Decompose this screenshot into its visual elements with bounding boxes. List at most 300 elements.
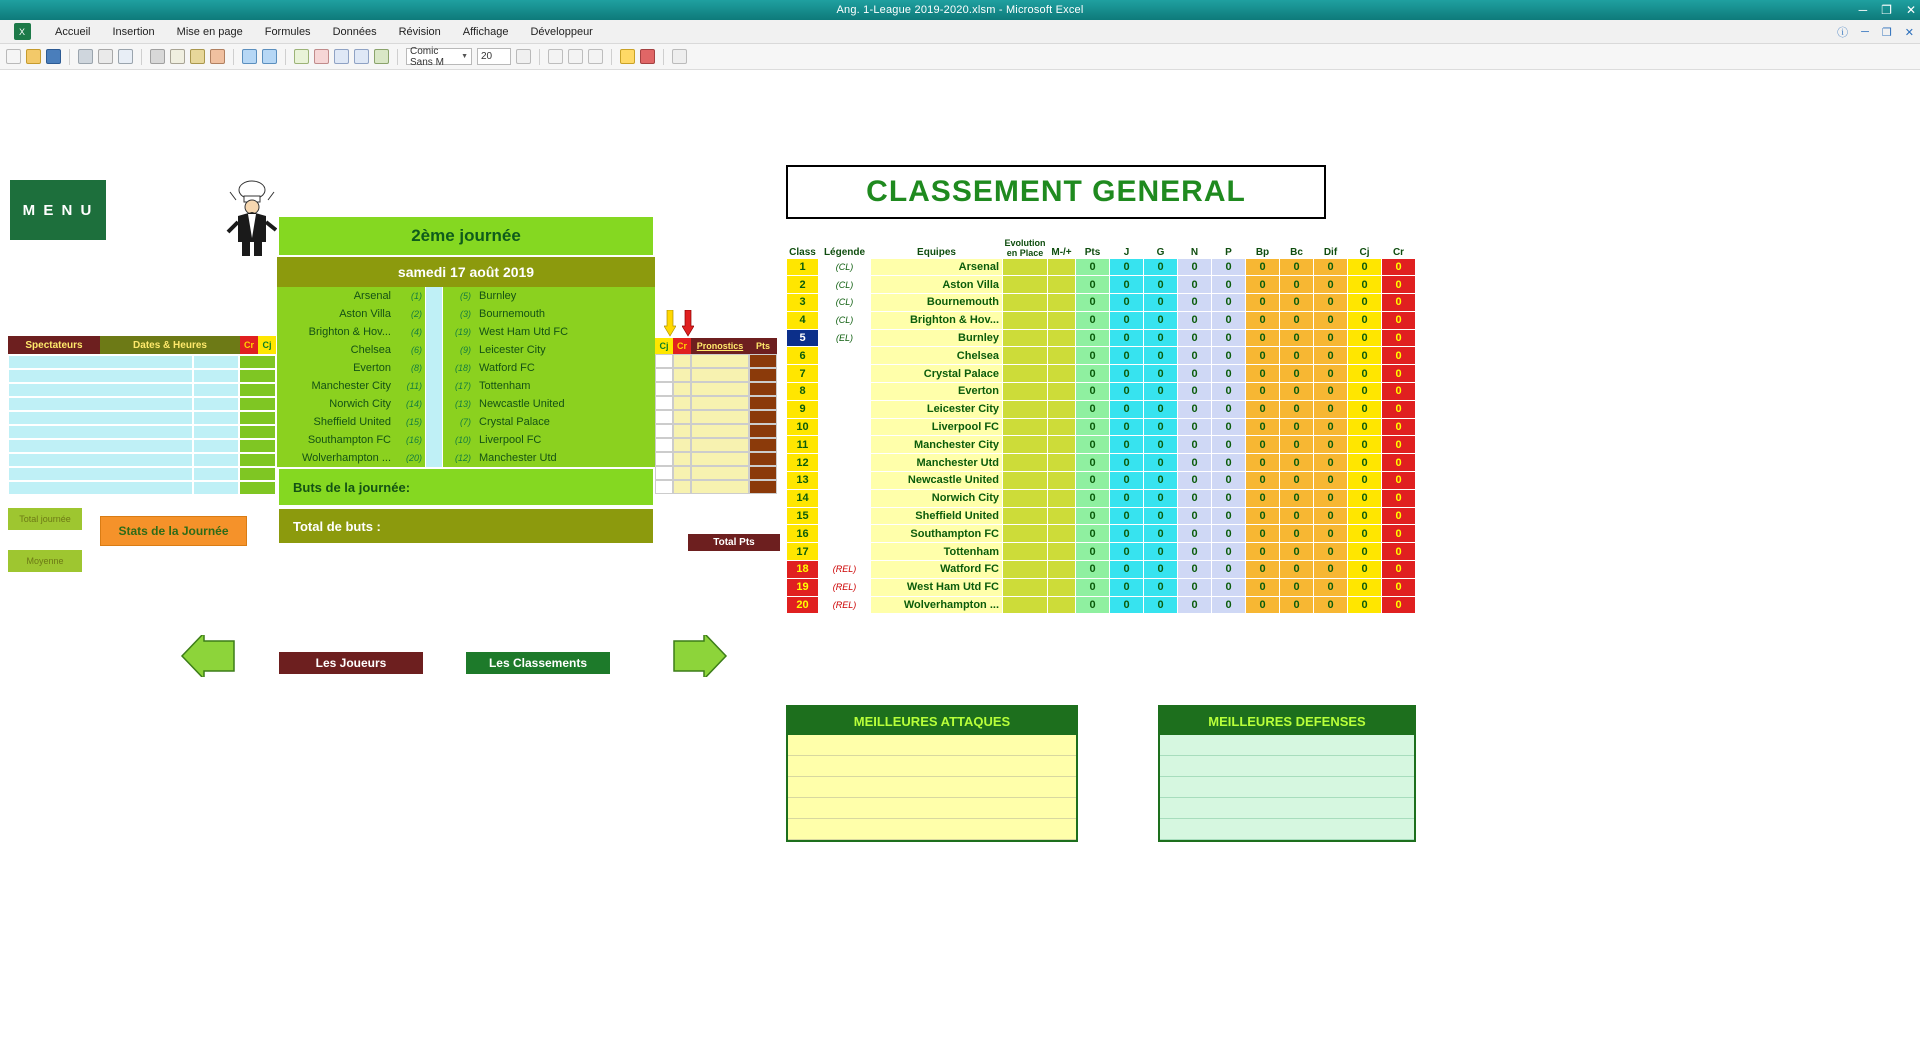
cell-equipe[interactable]: Aston Villa (871, 276, 1003, 294)
journee-title: 2ème journée (277, 215, 655, 257)
cell-bp: 0 (1246, 472, 1280, 490)
cell-mp (1048, 276, 1076, 294)
pronostic-row[interactable] (655, 396, 783, 410)
cell-bc: 0 (1280, 436, 1314, 454)
cell-evolution (1003, 311, 1048, 329)
prono-cj-cell[interactable] (655, 466, 673, 480)
left-panel-row[interactable] (8, 467, 276, 481)
font-name-combobox[interactable] (406, 45, 472, 68)
cell-dif: 0 (1314, 561, 1348, 579)
prono-value-cell[interactable] (691, 452, 749, 466)
match-score-cell[interactable] (425, 287, 443, 305)
match-row[interactable] (277, 287, 655, 305)
dates-cell[interactable] (193, 369, 239, 383)
table-row[interactable] (787, 454, 1416, 472)
cell-mp (1048, 400, 1076, 418)
spectateurs-cell[interactable] (8, 383, 193, 397)
cell-evolution (1003, 543, 1048, 561)
print-preview-icon[interactable] (98, 49, 113, 64)
cell-legende (819, 436, 871, 454)
match-away-team: Burnley (479, 290, 517, 302)
prono-cr-cell[interactable] (673, 410, 691, 424)
sort-desc-icon[interactable] (354, 49, 369, 64)
cell-mp (1048, 329, 1076, 347)
match-list (277, 287, 655, 467)
col-bp: Bp (1246, 230, 1280, 258)
prono-pts-cell[interactable] (749, 480, 777, 494)
cell-legende: (CL) (819, 276, 871, 294)
cell-cj: 0 (1348, 472, 1382, 490)
cell-class: 9 (787, 400, 819, 418)
spectateurs-cell[interactable] (8, 467, 193, 481)
table-row[interactable] (787, 561, 1416, 579)
cell-dif: 0 (1314, 596, 1348, 614)
cell-equipe[interactable]: Southampton FC (871, 525, 1003, 543)
match-away-rank: (18) (454, 363, 471, 373)
prono-value-cell[interactable] (691, 480, 749, 494)
font-size-combobox[interactable] (477, 48, 511, 65)
cell-bc: 0 (1280, 507, 1314, 525)
table-row[interactable] (787, 418, 1416, 436)
table-row[interactable] (787, 347, 1416, 365)
close-icon[interactable]: ✕ (1905, 3, 1916, 17)
minimize-icon[interactable]: ─ (1858, 3, 1868, 17)
tab-formules[interactable]: Formules (264, 25, 311, 38)
cell-g: 0 (1144, 258, 1178, 276)
pronostic-row[interactable] (655, 354, 783, 368)
prono-cr-cell[interactable] (673, 382, 691, 396)
table-row[interactable] (787, 596, 1416, 614)
cell-n: 0 (1178, 311, 1212, 329)
dates-cell[interactable] (193, 355, 239, 369)
copy-icon[interactable] (170, 49, 185, 64)
match-home-team: Chelsea (350, 344, 391, 356)
cell-cr: 0 (1382, 294, 1416, 312)
cell-legende (819, 472, 871, 490)
cell-equipe[interactable]: Leicester City (871, 400, 1003, 418)
cell-g: 0 (1144, 454, 1178, 472)
cell-evolution (1003, 418, 1048, 436)
table-row[interactable] (787, 578, 1416, 596)
prono-pts-cell[interactable] (749, 466, 777, 480)
ribbon-restore-icon[interactable]: ❐ (1881, 26, 1892, 39)
new-file-icon[interactable] (6, 49, 21, 64)
match-row[interactable] (277, 449, 655, 467)
redo-icon[interactable] (262, 49, 277, 64)
match-away-team: Tottenham (479, 380, 531, 392)
prono-cj-cell[interactable] (655, 368, 673, 382)
match-home-team: Brighton & Hov... (308, 326, 391, 338)
cell-evolution (1003, 507, 1048, 525)
col-mp: M-/+ (1048, 230, 1076, 258)
prono-header-pronostics: Pronostics (691, 338, 749, 354)
table-row[interactable] (787, 507, 1416, 525)
delete-icon[interactable] (314, 49, 329, 64)
cell-cr: 0 (1382, 596, 1416, 614)
sort-asc-icon[interactable] (334, 49, 349, 64)
cell-evolution (1003, 400, 1048, 418)
les-classements-button[interactable]: Les Classements (464, 650, 612, 676)
cell-equipe[interactable]: Bournemouth (871, 294, 1003, 312)
spectateurs-cell[interactable] (8, 439, 193, 453)
spectateurs-cell[interactable] (8, 425, 193, 439)
cr-cj-cell[interactable] (239, 439, 276, 453)
table-row[interactable] (787, 472, 1416, 490)
prono-value-cell[interactable] (691, 410, 749, 424)
cell-equipe[interactable]: Watford FC (871, 561, 1003, 579)
tab-insertion[interactable]: Insertion (112, 25, 155, 38)
maximize-icon[interactable]: ❐ (1881, 3, 1892, 17)
previous-arrow-icon[interactable] (180, 635, 240, 677)
table-row[interactable] (787, 276, 1416, 294)
prono-value-cell[interactable] (691, 466, 749, 480)
prono-cr-cell[interactable] (673, 354, 691, 368)
pronostic-row[interactable] (655, 480, 783, 494)
match-home-team: Manchester City (311, 380, 391, 392)
table-row[interactable] (787, 365, 1416, 383)
match-row[interactable] (277, 413, 655, 431)
prono-cr-cell[interactable] (673, 368, 691, 382)
spectateurs-cell[interactable] (8, 355, 193, 369)
les-joueurs-button[interactable]: Les Joueurs (277, 650, 425, 676)
cell-cr: 0 (1382, 329, 1416, 347)
help-icon[interactable]: ⓘ (1837, 27, 1849, 39)
cell-cr: 0 (1382, 507, 1416, 525)
prono-cj-cell[interactable] (655, 382, 673, 396)
chart-icon[interactable] (374, 49, 389, 64)
cell-equipe[interactable]: Norwich City (871, 489, 1003, 507)
dates-cell[interactable] (193, 481, 239, 495)
tab-mise-en-page[interactable]: Mise en page (176, 25, 243, 38)
tab-donnees[interactable]: Données (332, 25, 377, 38)
print-icon[interactable] (78, 49, 93, 64)
match-row[interactable] (277, 323, 655, 341)
match-score-cell[interactable] (425, 395, 443, 413)
menu-button[interactable] (10, 180, 106, 240)
prono-cr-cell[interactable] (673, 480, 691, 494)
cell-class: 16 (787, 525, 819, 543)
dates-cell[interactable] (193, 425, 239, 439)
tab-revision[interactable]: Révision (398, 25, 441, 38)
cr-cj-cell[interactable] (239, 467, 276, 481)
cell-pts: 0 (1076, 578, 1110, 596)
cell-mp (1048, 543, 1076, 561)
toolbar-divider (69, 49, 70, 65)
dates-cell[interactable] (193, 439, 239, 453)
pronostic-row[interactable] (655, 466, 783, 480)
save-icon[interactable] (46, 49, 61, 64)
cell-p: 0 (1212, 561, 1246, 579)
prono-value-cell[interactable] (691, 438, 749, 452)
ribbon-close-icon[interactable]: ✕ (1904, 26, 1914, 39)
cr-cj-cell[interactable] (239, 481, 276, 495)
cell-p: 0 (1212, 543, 1246, 561)
cell-bc: 0 (1280, 329, 1314, 347)
dates-cell[interactable] (193, 467, 239, 481)
match-home-team: Wolverhampton ... (301, 452, 391, 464)
match-home-rank: (14) (405, 399, 422, 409)
cr-cj-cell[interactable] (239, 397, 276, 411)
cell-equipe[interactable]: Crystal Palace (871, 365, 1003, 383)
cell-legende (819, 543, 871, 561)
prono-cj-cell[interactable] (655, 424, 673, 438)
left-panel-row[interactable] (8, 355, 276, 369)
ribbon-tab-list (44, 23, 604, 41)
cell-cr: 0 (1382, 276, 1416, 294)
cell-n: 0 (1178, 329, 1212, 347)
prono-cr-cell[interactable] (673, 438, 691, 452)
cell-legende (819, 383, 871, 401)
cell-n: 0 (1178, 454, 1212, 472)
pronostic-row[interactable] (655, 438, 783, 452)
cell-bp: 0 (1246, 311, 1280, 329)
tab-affichage[interactable]: Affichage (462, 25, 509, 38)
cell-legende (819, 507, 871, 525)
prono-cr-cell[interactable] (673, 452, 691, 466)
cell-equipe[interactable]: West Ham Utd FC (871, 578, 1003, 596)
match-score-cell[interactable] (425, 377, 443, 395)
match-row[interactable] (277, 431, 655, 449)
match-away-rank: (17) (454, 381, 471, 391)
prono-pts-cell[interactable] (749, 368, 777, 382)
format-painter-icon[interactable] (210, 49, 225, 64)
cell-equipe[interactable]: Manchester Utd (871, 454, 1003, 472)
pronostic-row[interactable] (655, 368, 783, 382)
match-row[interactable] (277, 341, 655, 359)
spellcheck-icon[interactable] (118, 49, 133, 64)
worksheet-canvas (0, 70, 1920, 1040)
cell-pts: 0 (1076, 596, 1110, 614)
left-panel-row[interactable] (8, 369, 276, 383)
prono-value-cell[interactable] (691, 382, 749, 396)
cell-n: 0 (1178, 543, 1212, 561)
cell-evolution (1003, 436, 1048, 454)
spectateurs-cell[interactable] (8, 411, 193, 425)
stats-journee-button[interactable]: Stats de la Journée (100, 516, 247, 546)
font-size-value: 20 (481, 51, 493, 62)
left-panel-row[interactable] (8, 383, 276, 397)
prono-cr-cell[interactable] (673, 424, 691, 438)
cell-n: 0 (1178, 596, 1212, 614)
prono-pts-cell[interactable] (749, 438, 777, 452)
cell-equipe[interactable]: Chelsea (871, 347, 1003, 365)
cell-cj: 0 (1348, 525, 1382, 543)
total-buts-label: Total de buts : (277, 507, 655, 545)
match-score-cell[interactable] (425, 413, 443, 431)
match-row[interactable] (277, 359, 655, 377)
cell-cj: 0 (1348, 436, 1382, 454)
cell-j: 0 (1110, 561, 1144, 579)
cell-n: 0 (1178, 507, 1212, 525)
dates-cell[interactable] (193, 411, 239, 425)
cr-cj-cell[interactable] (239, 383, 276, 397)
match-score-cell[interactable] (425, 449, 443, 467)
table-row[interactable] (787, 436, 1416, 454)
prono-pts-cell[interactable] (749, 424, 777, 438)
prono-value-cell[interactable] (691, 424, 749, 438)
tab-developpeur[interactable]: Développeur (530, 25, 593, 38)
pronostic-row[interactable] (655, 410, 783, 424)
cell-j: 0 (1110, 596, 1144, 614)
dates-cell[interactable] (193, 397, 239, 411)
prono-pts-cell[interactable] (749, 382, 777, 396)
cell-cr: 0 (1382, 578, 1416, 596)
prono-cj-cell[interactable] (655, 438, 673, 452)
italic-icon[interactable] (568, 49, 583, 64)
cell-j: 0 (1110, 276, 1144, 294)
cell-evolution (1003, 329, 1048, 347)
more-commands-icon[interactable] (672, 49, 687, 64)
cell-cj: 0 (1348, 383, 1382, 401)
cell-j: 0 (1110, 347, 1144, 365)
pronostic-row[interactable] (655, 452, 783, 466)
cell-bp: 0 (1246, 347, 1280, 365)
match-row[interactable] (277, 377, 655, 395)
spectateurs-cell[interactable] (8, 369, 193, 383)
match-score-cell[interactable] (425, 431, 443, 449)
prono-cr-cell[interactable] (673, 396, 691, 410)
prono-value-cell[interactable] (691, 354, 749, 368)
match-home-team: Southampton FC (307, 434, 391, 446)
tab-accueil[interactable]: Accueil (55, 25, 91, 38)
cell-evolution (1003, 489, 1048, 507)
cell-n: 0 (1178, 276, 1212, 294)
col-class: Class (787, 230, 819, 258)
cr-cj-cell[interactable] (239, 411, 276, 425)
left-panel-row[interactable] (8, 481, 276, 495)
font-color-icon[interactable] (640, 49, 655, 64)
prono-cj-cell[interactable] (655, 396, 673, 410)
toolbar-divider-2 (141, 49, 142, 65)
cell-equipe[interactable]: Brighton & Hov... (871, 311, 1003, 329)
left-panel-row[interactable] (8, 439, 276, 453)
spectateurs-cell[interactable] (8, 397, 193, 411)
cell-class: 20 (787, 596, 819, 614)
prono-cj-cell[interactable] (655, 410, 673, 424)
match-row[interactable] (277, 395, 655, 413)
prono-pts-cell[interactable] (749, 354, 777, 368)
pronostic-row[interactable] (655, 382, 783, 396)
cell-equipe[interactable]: Wolverhampton ... (871, 596, 1003, 614)
prono-cj-cell[interactable] (655, 452, 673, 466)
left-panel-row[interactable] (8, 453, 276, 467)
cell-bp: 0 (1246, 383, 1280, 401)
cell-pts: 0 (1076, 294, 1110, 312)
left-panel-row[interactable] (8, 425, 276, 439)
cell-equipe[interactable]: Liverpool FC (871, 418, 1003, 436)
next-arrow-icon[interactable] (668, 635, 728, 677)
open-folder-icon[interactable] (26, 49, 41, 64)
cell-equipe[interactable]: Everton (871, 383, 1003, 401)
cell-equipe[interactable]: Arsenal (871, 258, 1003, 276)
prono-pts-cell[interactable] (749, 396, 777, 410)
table-row[interactable] (787, 489, 1416, 507)
cr-cj-cell[interactable] (239, 453, 276, 467)
cell-pts: 0 (1076, 347, 1110, 365)
dates-cell[interactable] (193, 383, 239, 397)
cell-p: 0 (1212, 596, 1246, 614)
cell-equipe[interactable]: Newcastle United (871, 472, 1003, 490)
cell-equipe[interactable]: Manchester City (871, 436, 1003, 454)
table-row[interactable] (787, 294, 1416, 312)
list-item (1160, 777, 1414, 798)
fill-color-icon[interactable] (620, 49, 635, 64)
spectateurs-cell[interactable] (8, 453, 193, 467)
list-item (788, 819, 1076, 840)
prono-cj-cell[interactable] (655, 480, 673, 494)
cell-legende (819, 365, 871, 383)
match-away-team: Liverpool FC (479, 434, 542, 446)
cut-icon[interactable] (150, 49, 165, 64)
match-score-cell[interactable] (425, 323, 443, 341)
paste-icon[interactable] (190, 49, 205, 64)
meilleures-attaques-rows (788, 735, 1076, 840)
cell-equipe[interactable]: Sheffield United (871, 507, 1003, 525)
match-score-cell[interactable] (425, 341, 443, 359)
cell-dif: 0 (1314, 578, 1348, 596)
left-panel-row[interactable] (8, 397, 276, 411)
table-row[interactable] (787, 311, 1416, 329)
down-arrow-red-icon[interactable] (682, 310, 694, 338)
prono-cr-cell[interactable] (673, 466, 691, 480)
cell-cr: 0 (1382, 311, 1416, 329)
cell-class: 11 (787, 436, 819, 454)
font-size-dropdown-icon[interactable] (516, 49, 531, 64)
match-away-team: Manchester Utd (479, 452, 557, 464)
cell-bc: 0 (1280, 347, 1314, 365)
prono-cj-cell[interactable] (655, 354, 673, 368)
bold-icon[interactable] (548, 49, 563, 64)
list-item (1160, 735, 1414, 756)
dates-cell[interactable] (193, 453, 239, 467)
cr-cj-cell[interactable] (239, 425, 276, 439)
office-button[interactable] (0, 20, 44, 44)
down-arrow-yellow-icon[interactable] (664, 310, 676, 338)
table-row[interactable] (787, 543, 1416, 561)
ribbon-minimize-icon[interactable]: ─ (1861, 26, 1869, 38)
cell-class: 3 (787, 294, 819, 312)
cell-dif: 0 (1314, 418, 1348, 436)
pronostic-row[interactable] (655, 424, 783, 438)
match-score-cell[interactable] (425, 359, 443, 377)
table-row[interactable] (787, 329, 1416, 347)
cell-p: 0 (1212, 258, 1246, 276)
chevron-down-icon[interactable]: ▼ (461, 53, 468, 60)
cell-j: 0 (1110, 294, 1144, 312)
table-row[interactable] (787, 525, 1416, 543)
table-row[interactable] (787, 383, 1416, 401)
cell-equipe[interactable]: Tottenham (871, 543, 1003, 561)
table-row[interactable] (787, 258, 1416, 276)
prono-pts-cell[interactable] (749, 410, 777, 424)
spectateurs-cell[interactable] (8, 481, 193, 495)
prono-value-cell[interactable] (691, 396, 749, 410)
cell-bc: 0 (1280, 383, 1314, 401)
insert-icon[interactable] (294, 49, 309, 64)
match-score-cell[interactable] (425, 305, 443, 323)
cr-cj-cell[interactable] (239, 369, 276, 383)
cr-cj-cell[interactable] (239, 355, 276, 369)
table-row[interactable] (787, 400, 1416, 418)
undo-icon[interactable] (242, 49, 257, 64)
cell-equipe[interactable]: Burnley (871, 329, 1003, 347)
cell-bp: 0 (1246, 365, 1280, 383)
left-panel-row[interactable] (8, 411, 276, 425)
match-row[interactable] (277, 305, 655, 323)
prono-value-cell[interactable] (691, 368, 749, 382)
underline-icon[interactable] (588, 49, 603, 64)
prono-pts-cell[interactable] (749, 452, 777, 466)
